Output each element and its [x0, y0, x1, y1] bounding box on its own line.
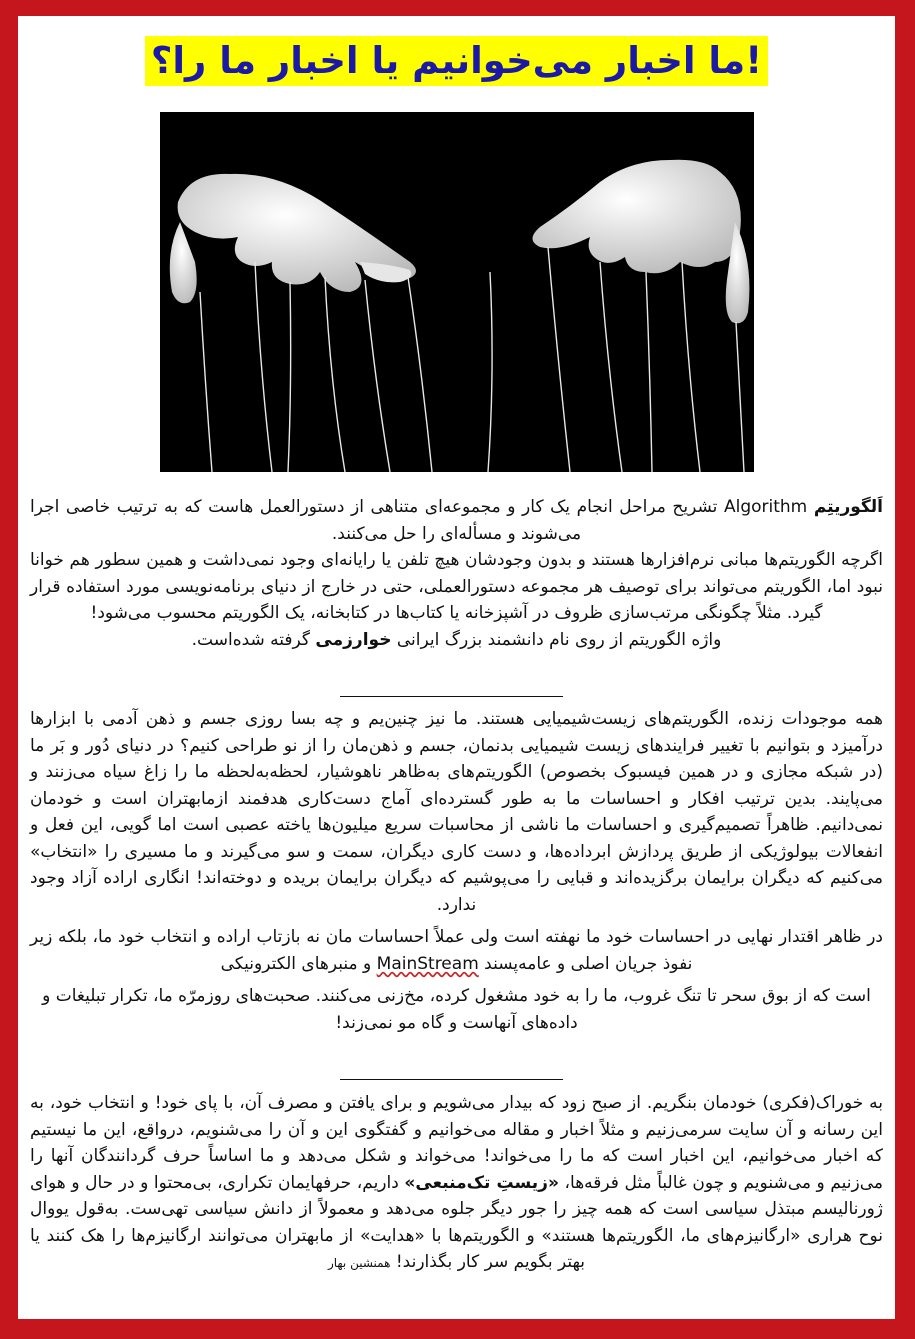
biochemical-algorithms-section	[30, 706, 883, 1036]
right-glove-hand	[533, 160, 750, 324]
definition-text: تشریح مراحل انجام یک کار و مجموعه‌ای متناهی از دستورالعمل هاست که به ترتیب خاصی اجرا می‌شوند و مسأله‌ای را حل می‌کنند.	[30, 497, 718, 544]
term-algorithm: اَلگوریتِم	[813, 497, 884, 517]
biochemical-paragraph: همه موجودات زنده، الگوریتم‌های زیست‌شیمیایی هستند. ما نیز چنین‌یم و چه بسا روزی جسم و ذهن آدمی با ابزارها درآمیزد و بتوانیم با تغییر فرایندهای زیست شیمیایی بدنمان، جسم و ذهن‌مان را از نو طراحی کنیم؟ در دنیای دُور و بَر ما (در شبکه مجازی و در همین فیسبوک بخصوص) الگوریتم‌های به‌ظاهر ناهوشیار، لحظه‌به‌لحظه ما را زاغ سیاه می‌زنند و می‌پایند. بدین ترتیب افکار و احساسات ما به طور گسترده‌ای آماج دست‌کاری هدفمند ازمابهتران است و خودمان نمی‌دانیم. ظاهراً تصمیم‌گیری و احساسات ما ناشی از محاسبات سریع میلیون‌ها یاخته عصبی است اما گویی، این فعل و انفعالات بیولوژیکی از طریق پردازش ابرداده‌ها، و دست کاری دیگران، سمت و سو می‌گیرند و ما مسیری را «انتخاب» می‌کنیم که دیگران برایمان برگزیده‌اند و قبایی را می‌پوشیم که دیگران برایمان بریده و دوخته‌اند! انگاری اراده آزاد وجود ندارد.	[30, 709, 883, 915]
algorithm-definition-section	[30, 494, 883, 653]
section-divider-2	[340, 1079, 563, 1080]
software-paragraph: اگرچه الگوریتم‌ها مبانی نرم‌افزارها هستند و بدون وجودشان هیچ تلفن یا رایانه‌ای وجود نمی‌داشت و همین سطور هم خوانا نبود اما، الگوریتم می‌تواند برای توصیف هر مجموعه دستورالعملی، حتی در خارج از دنیای برنامه‌نویسی مورد استفاده قرار گیرد. مثلاً چگونگی مرتب‌سازی ظروف در آشپزخانه یا کتاب‌ها در کتابخانه، یک الگوریتم محسوب می‌شود!	[30, 550, 883, 623]
mainstream-text-after: و منبرهای الکترونیکی	[220, 953, 372, 974]
left-glove-hand	[170, 174, 416, 303]
news-reading-section	[30, 1090, 883, 1277]
term-algorithm-en: Algorithm	[723, 497, 808, 517]
author-signature: همنشین بهار	[327, 1256, 391, 1270]
title-wrap	[18, 36, 895, 86]
article-page	[18, 16, 895, 1319]
news-text-after: داریم، حرفهایمان تکراری، بی‌محتوا و در حال و هوای ژورنالیسم مبتذل سیاسی است که همه چیز را جور دیگر جلوه می‌دهد و معمولاً از دانش سیاسی تهی‌ست. به‌قول یووال نوح هراری «ارگانیزم‌های ما، الگوریتم‌ها هستند» و الگوریتم‌ها با «هدایت» از مابهتران می‌توانند ارگانیزم‌ها را هک کنند یا بهتر بگویم سر کار بگذارند!	[30, 1172, 883, 1272]
etymology-text-after: گرفته شده‌است.	[191, 629, 311, 650]
mainstream-term: MainStream	[376, 953, 479, 974]
mainstream-paragraph	[30, 924, 883, 977]
section-divider-1	[340, 696, 563, 697]
khwarizmi-name: خوارزمی	[315, 629, 392, 650]
page-title: ما اخبار می‌خوانیم یا اخبار ما را؟!	[145, 36, 768, 86]
mainstream-text-before: در ظاهر اقتدار نهایی در احساسات خود ما نهفته است ولی عملاً احساسات مان نه بازتاب اراده و انتخاب خود ما، بلکه زیر نفوذ جریان اصلی و عامه‌پسند	[30, 927, 883, 974]
etymology-paragraph	[30, 627, 883, 654]
daily-talk-paragraph: است که از بوق سحر تا تنگ غروب، ما را به خود مشغول کرده، مخ‌زنی می‌کنند. صحبت‌های روزمرّه ما، تکرار تبلیغات و داده‌های آنهاست و گاه مو نمی‌زند!	[42, 986, 871, 1033]
etymology-text-before: واژه الگوریتم از روی نام دانشمند بزرگ ایرانی	[396, 629, 722, 650]
puppet-hands-image	[160, 112, 754, 472]
news-paragraph	[30, 1090, 883, 1277]
single-source-life: «زیستِ تک‌منبعی»	[404, 1172, 559, 1193]
definition-paragraph	[30, 494, 883, 547]
news-text-before: به خوراک(فکری) خودمان بنگریم. از صبح زود که بیدار می‌شویم و برای یافتن و مصرف آن، با پای خود! و انتخاب خود، به این رسانه و آن سایت سرمی‌زنیم و مثلاً اخبار و مقاله می‌خوانیم و گفتگوی این و آن را می‌شنویم، درواقع، این ما نیستیم که اخبار می‌خوانیم، این اخبار است که ما را می‌خواند! می‌خواند و شکل می‌دهد و ما اساساً حرف گردانندگان آنها را می‌زنیم و می‌شنویم و چون غالباً مثل فرقه‌ها،	[30, 1093, 884, 1193]
